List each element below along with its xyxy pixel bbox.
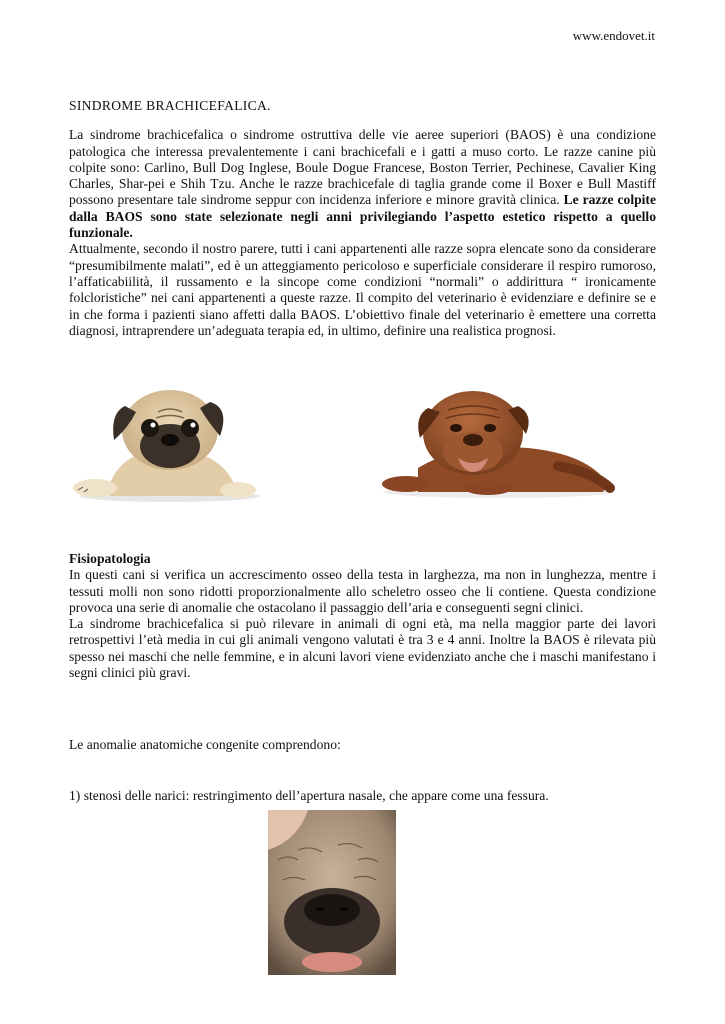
dog-photos [70,388,650,503]
page-header-url: www.endovet.it [572,28,655,43]
intro-text: La sindrome brachicefalica o sindrome ostruttiva delle vie aeree superiori (BAOS) è una condizione patologica che interessa prevalentemente i cani brachicefali e i gatti a muso corto. Le razze canine più colpite sono: Carlino, Bull Dog Inglese, Boule Dogue Francese, Boston Terrier, Pechinese, Cavalier King Charles, Shar-pei e Shih Tzu. Anche le razze brachicefale di taglia grande come il Boxer e Bull Mastiff possono presentare tale sindrome seppur con incidenza inferiore e minore gravità clinica. [69,127,656,208]
fisiopatologia-paragraph-2: La sindrome brachicefalica si può rilevare in animali di ogni età, ma nella maggior parte dei lavori retrospettivi l’età media in cui gli animali vengono valutati è tra 3 e 4 anni. Inoltre la BAOS è rilevata più spesso nei maschi che nelle femmine, e in alcuni lavori viene evidenziato anche che i maschi manifestano i segni clinici più gravi. [69,616,656,681]
fisiopatologia-section [69,551,656,681]
pug-nose-closeup-photo [268,810,396,975]
intro-paragraph-1 [69,127,656,241]
pug-photo [70,388,260,503]
stenosi-item: 1) stenosi delle narici: restringimento dell’apertura nasale, che appare come una fessura. [69,788,549,803]
section-title-fisiopatologia: Fisiopatologia [69,551,151,566]
dogue-de-bordeaux-photo [378,388,618,500]
page-title: SINDROME BRACHICEFALICA. [69,98,271,113]
anomalie-intro: Le anomalie anatomiche congenite comprendono: [69,737,341,752]
intro-paragraph-2: Attualmente, secondo il nostro parere, tutti i cani appartenenti alle razze sopra elencate sono da considerare “presumibilmente malati”, ed è un atteggiamento pericoloso e superficiale considerare il respiro rumoroso, l’affaticabiilità, il russamento e la sincope come condizioni “normali” o addirittura “ ironicamente folcloristiche” nei cani appartenenti a queste razze. Il compito del veterinario è evidenziare e definire se e in che forma i pazienti siano affetti dalla BAOS. L’obiettivo finale del veterinario è emettere una corretta diagnosi, intraprendere un’adeguata terapia ed, in ultimo, definire una realistica prognosi. [69,241,656,338]
intro-section [69,98,656,339]
fisiopatologia-paragraph-1: In questi cani si verifica un accrescimento osseo della testa in larghezza, ma non in lunghezza, mentre i tessuti molli non sono ridotti proporzionalmente allo scheletro osseo che li contiene. Questa condizione provoca una serie di anomalie che ostacolano il passaggio dell’aria e conseguenti segni clinici. [69,567,656,615]
intro-bold-text: Le razze colpite dalla BAOS sono state selezionate negli anni privilegiando l’aspetto estetico rispetto a quello funzionale. [69,192,656,241]
